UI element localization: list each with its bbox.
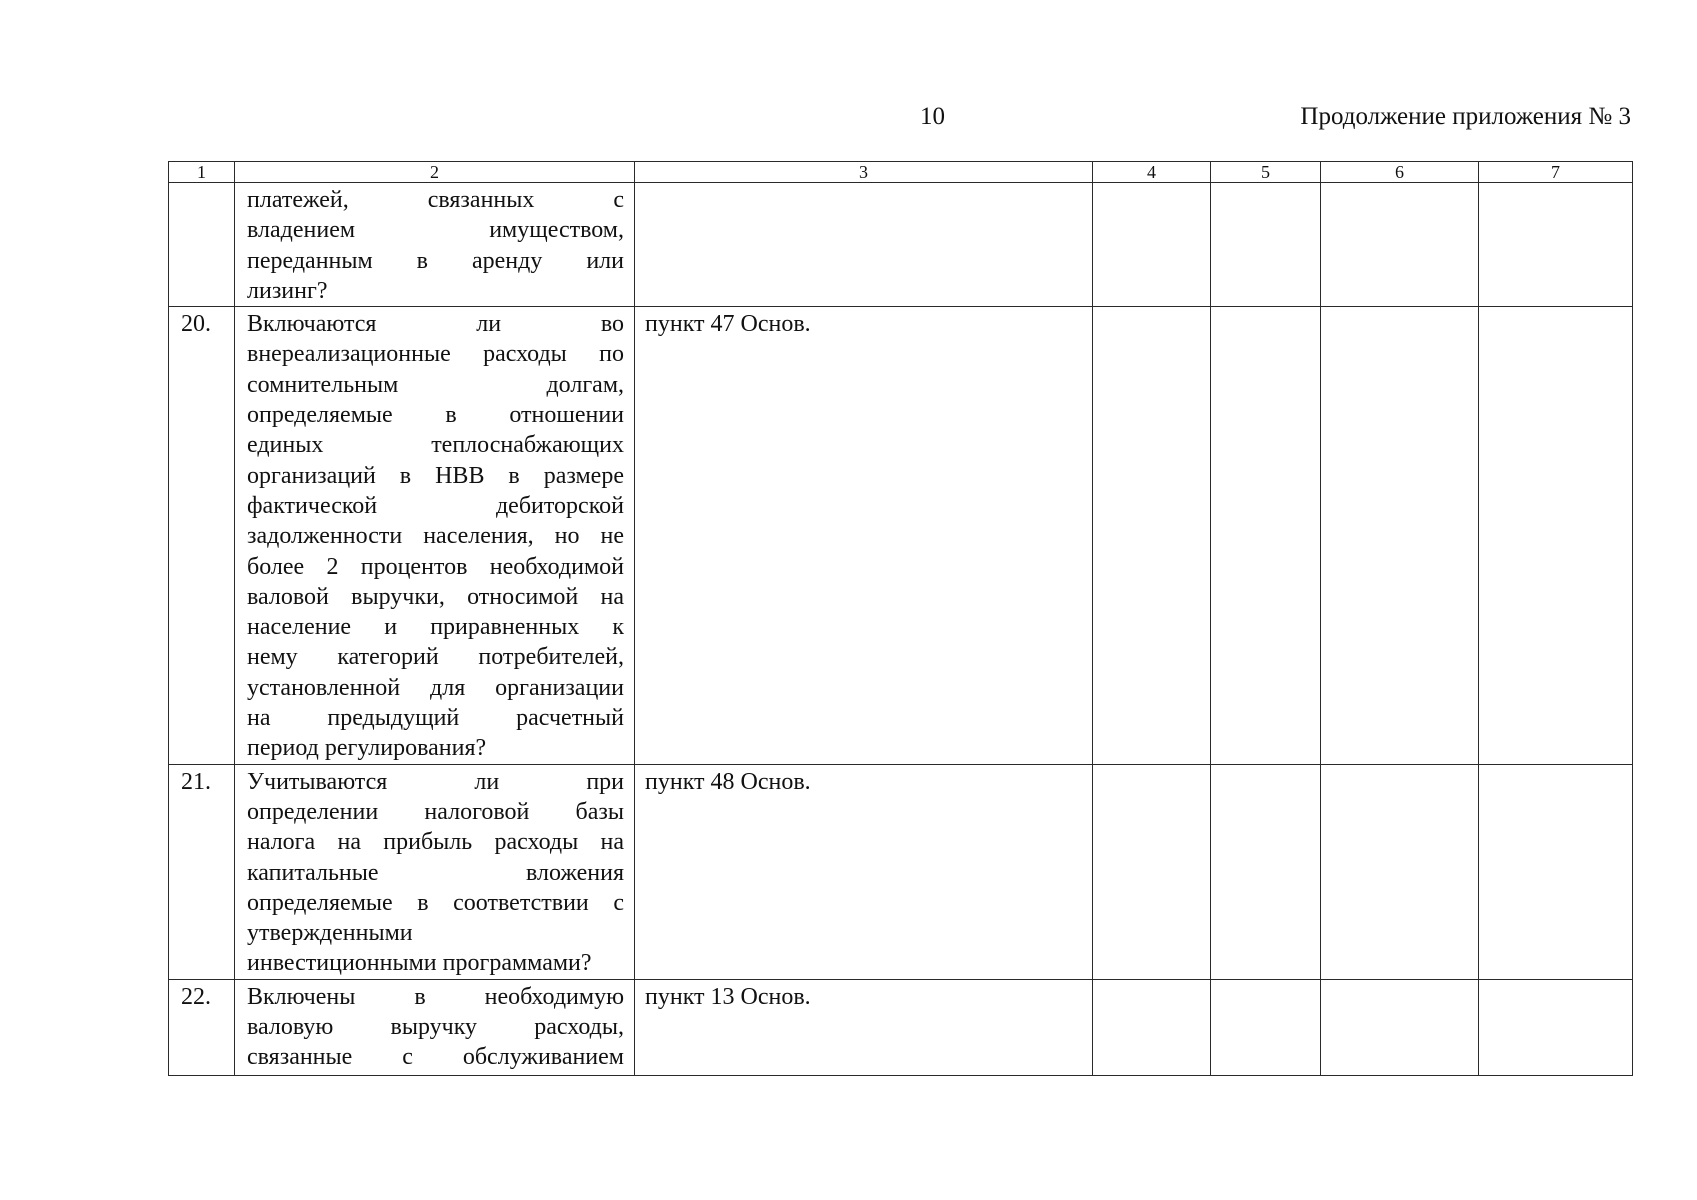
blank-cell-5 (1211, 183, 1321, 307)
question-cell (235, 764, 635, 979)
blank-cell-7 (1479, 183, 1633, 307)
question-cell (235, 183, 635, 307)
column-header-7: 7 (1479, 162, 1633, 183)
column-header-3: 3 (635, 162, 1093, 183)
blank-cell-5 (1211, 764, 1321, 979)
question-line: нему категорий потребителей, (247, 644, 624, 671)
column-number-row (169, 162, 1633, 183)
blank-cell-6 (1321, 307, 1479, 764)
question-line: инвестиционными программами? (247, 950, 592, 977)
appendix-continuation-title: Продолжение приложения № 3 (1300, 103, 1631, 130)
blank-cell-4 (1093, 183, 1211, 307)
question-line: определяемые в соответствии с (247, 889, 624, 916)
checklist-table (168, 161, 1633, 1076)
blank-cell-7 (1479, 764, 1633, 979)
question-line: определяемые в отношении (247, 402, 624, 429)
reference-cell: пункт 47 Основ. (635, 307, 1093, 764)
question-line: определении налоговой базы (247, 798, 624, 825)
question-line: Включены в необходимую (247, 983, 624, 1010)
table-row (169, 764, 1633, 979)
blank-cell-5 (1211, 979, 1321, 1075)
blank-cell-7 (1479, 307, 1633, 764)
question-line: утвержденными (247, 920, 413, 947)
table-row (169, 307, 1633, 764)
question-line: Учитываются ли при (247, 768, 624, 795)
row-number: 22. (169, 979, 235, 1075)
blank-cell-4 (1093, 764, 1211, 979)
reference-cell: пункт 48 Основ. (635, 764, 1093, 979)
blank-cell-7 (1479, 979, 1633, 1075)
page-number: 10 (920, 103, 945, 130)
blank-cell-4 (1093, 307, 1211, 764)
blank-cell-5 (1211, 307, 1321, 764)
question-line: сомнительным долгам, (247, 371, 624, 398)
question-cell (235, 307, 635, 764)
question-line: капитальные вложения (247, 859, 624, 886)
column-header-1: 1 (169, 162, 235, 183)
question-line: на предыдущий расчетный (247, 705, 624, 732)
blank-cell-4 (1093, 979, 1211, 1075)
question-line: более 2 процентов необходимой (247, 553, 624, 580)
table-row (169, 979, 1633, 1075)
row-number: 20. (169, 307, 235, 764)
question-line: задолженности населения, но не (247, 523, 624, 550)
question-line: переданным в аренду или (247, 247, 624, 274)
reference-cell: пункт 13 Основ. (635, 979, 1093, 1075)
question-line: связанные с обслуживанием (247, 1044, 624, 1071)
reference-cell (635, 183, 1093, 307)
question-line: внереализационные расходы по (247, 341, 624, 368)
column-header-4: 4 (1093, 162, 1211, 183)
question-line: платежей, связанных с (247, 187, 624, 213)
question-line: период регулирования? (247, 735, 487, 762)
question-line: организаций в НВВ в размере (247, 462, 624, 489)
question-cell (235, 979, 635, 1075)
question-line: валовую выручку расходы, (247, 1014, 624, 1041)
column-header-6: 6 (1321, 162, 1479, 183)
blank-cell-6 (1321, 183, 1479, 307)
question-line: население и приравненных к (247, 614, 624, 641)
table-row (169, 183, 1633, 307)
blank-cell-6 (1321, 979, 1479, 1075)
question-line: установленной для организации (247, 674, 624, 701)
column-header-2: 2 (235, 162, 635, 183)
question-line: владением имуществом, (247, 217, 624, 244)
row-number (169, 183, 235, 307)
question-line: фактической дебиторской (247, 492, 624, 519)
column-header-5: 5 (1211, 162, 1321, 183)
blank-cell-6 (1321, 764, 1479, 979)
question-line: лизинг? (247, 277, 328, 304)
row-number: 21. (169, 764, 235, 979)
question-line: единых теплоснабжающих (247, 432, 624, 459)
question-line: валовой выручки, относимой на (247, 583, 624, 610)
question-line: Включаются ли во (247, 311, 624, 338)
question-line: налога на прибыль расходы на (247, 829, 624, 856)
